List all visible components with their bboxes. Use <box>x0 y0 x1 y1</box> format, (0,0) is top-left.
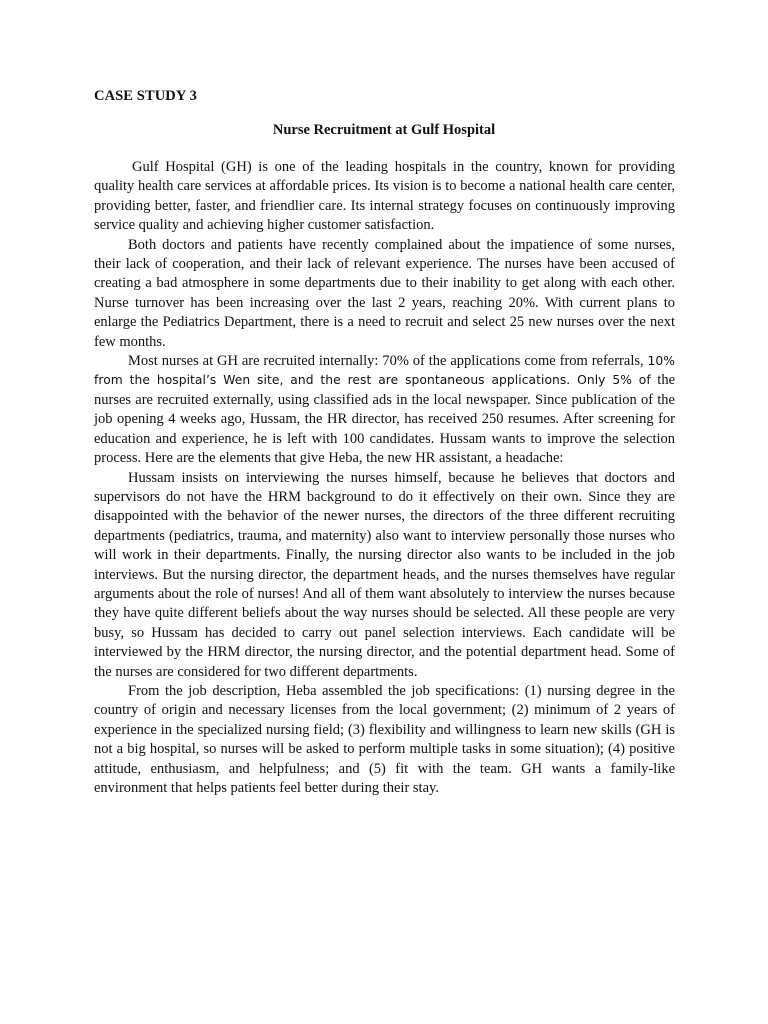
paragraph-interviews: Hussam insists on interviewing the nurses himself, because he believes that doctors and supervisors do not have the HRM background to do it effectively on their own. Since they are disappointed with the behavior of the newer nurses, the directors of the three different recruiting departments (pediatrics, trauma, and maternity) also want to interview personally those nurses who will work in their departments. Finally, the nursing director also wants to be included in the job interviews. But the nursing director, the department heads, and the nurses themselves have regular arguments about the role of nurses! And all of them want absolutely to interview the nurses because they have quite different beliefs about the way nurses should be selected. All these people are very busy, so Hussam has decided to carry out panel selection interviews. Each candidate will be interviewed by the HRM director, the nursing director, and the potential department head. Some of the nurses are considered for two different departments. <box>94 469 675 680</box>
document-title: Nurse Recruitment at Gulf Hospital <box>272 122 496 138</box>
document-body <box>94 158 675 798</box>
paragraph-intro: Gulf Hospital (GH) is one of the leading hospitals in the country, known for providing quality health care services at affordable prices. Its vision is to become a national health care center, providing better, faster, and friendlier care. Its internal strategy focuses on continuously improving service quality and achieving higher customer satisfaction. <box>94 159 675 234</box>
case-study-heading: CASE STUDY 3 <box>94 88 197 104</box>
paragraph-complaints: Both doctors and patients have recently complained about the impatience of some nurses, their lack of cooperation, and their lack of relevant experience. The nurses have been accused of creating a bad atmosphere in some departments due to their inability to get along with each other. Nurse turnover has been increasing over the last 2 years, reaching 20%. With current plans to enlarge the Pediatrics Department, there is a need to recruit and select 25 new nurses over the next few months. <box>94 236 675 350</box>
paragraph-job-specifications: From the job description, Heba assembled the job specifications: (1) nursing degree in the country of origin and necessary licenses from the local government; (2) minimum of 2 years of experience in the specialized nursing field; (3) flexibility and willingness to learn new skills (GH is not a big hospital, so nurses will be asked to perform multiple tasks in some situation); (4) positive attitude, enthusiasm, and helpfulness; and (5) fit with the team. GH wants a family-like environment that helps patients feel better during their stay. <box>94 682 675 796</box>
paragraph-recruitment-sources-part-b: 10% from the hospital’s Wen site, and the rest are spontaneous applications. Only 5% of <box>94 354 675 388</box>
paragraph-recruitment-sources <box>94 352 675 468</box>
paragraph-recruitment-sources-part-a: Most nurses at GH are recruited internally: 70% of the applications come from referrals, <box>128 353 648 370</box>
paragraph-recruitment-sources-part-c: the nurses are recruited externally, using classified ads in the local newspaper. Since publication of the job opening 4 weeks ago, Hussam, the HR director, has received 250 resumes. After screening for education and experience, he is left with 100 candidates. Hussam wants to improve the selection process. Here are the elements that give Heba, the new HR assistant, a headache: <box>94 372 675 467</box>
